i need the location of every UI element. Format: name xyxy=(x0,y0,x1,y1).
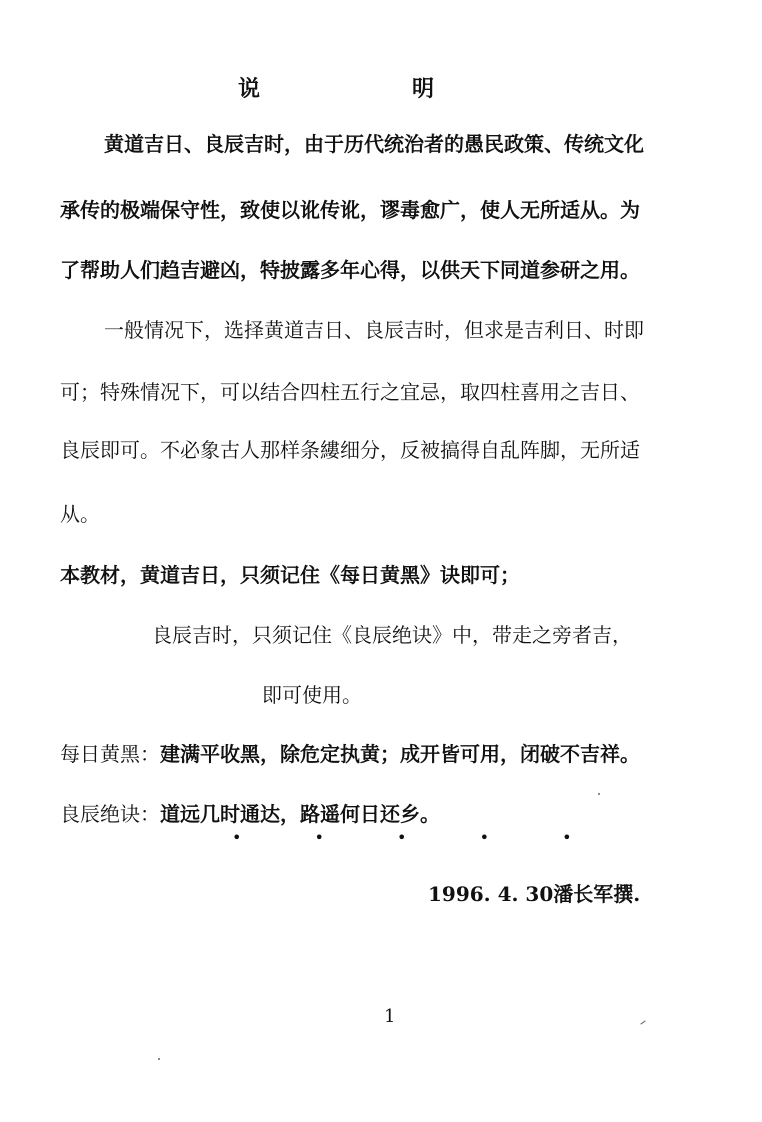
title-char-right: 明 xyxy=(412,76,435,102)
daily-mnemonic xyxy=(60,742,640,766)
textbook-note-line1: 本教材，黄道吉日，只须记住《每日黄黑》诀即可； xyxy=(60,563,520,587)
page-number: 1 xyxy=(384,1006,396,1027)
paragraph2-line3: 良辰即可。不必象古人那样条縷细分，反被搞得自乱阵脚，无所适 xyxy=(60,438,640,462)
paragraph1-line1: 黄道吉日、良辰吉时，由于历代统治者的愚民政策、传统文化 xyxy=(104,132,644,156)
scan-speck xyxy=(158,1058,160,1060)
hour-mnemonic-label: 良辰绝诀： xyxy=(60,802,160,826)
scan-speck xyxy=(640,1020,645,1024)
paragraph1-line3: 了帮助人们趋吉避凶，特披露多年心得，以供天下同道参研之用。 xyxy=(60,258,640,282)
emphasis-dots: • • • • • xyxy=(232,828,606,847)
hour-mnemonic-text: 道远几时通达，路遥何日还乡。 xyxy=(160,802,440,826)
paragraph1-line2: 承传的极端保守性，致使以讹传讹，谬毒愈广，使人无所适从。为 xyxy=(60,198,640,222)
signature: 1996. 4. 30潘长军撰. xyxy=(428,882,641,906)
hour-mnemonic xyxy=(60,802,440,826)
scan-speck xyxy=(598,793,600,795)
paragraph2-line2: 可；特殊情况下，可以结合四柱五行之宜忌，取四柱喜用之吉日、 xyxy=(60,380,640,404)
daily-mnemonic-text: 建满平收黑，除危定执黄；成开皆可用，闭破不吉祥。 xyxy=(160,742,640,766)
textbook-note-line3: 即可使用。 xyxy=(262,683,362,707)
title-char-left: 说 xyxy=(238,76,261,102)
daily-mnemonic-label: 每日黄黑： xyxy=(60,742,160,766)
paragraph2-line4: 从。 xyxy=(60,502,100,526)
textbook-note-line2: 良辰吉时，只须记住《良辰绝诀》中，带走之旁者吉， xyxy=(152,623,632,647)
paragraph2-line1: 一般情况下，选择黄道吉日、良辰吉时，但求是吉利日、时即 xyxy=(104,318,644,342)
